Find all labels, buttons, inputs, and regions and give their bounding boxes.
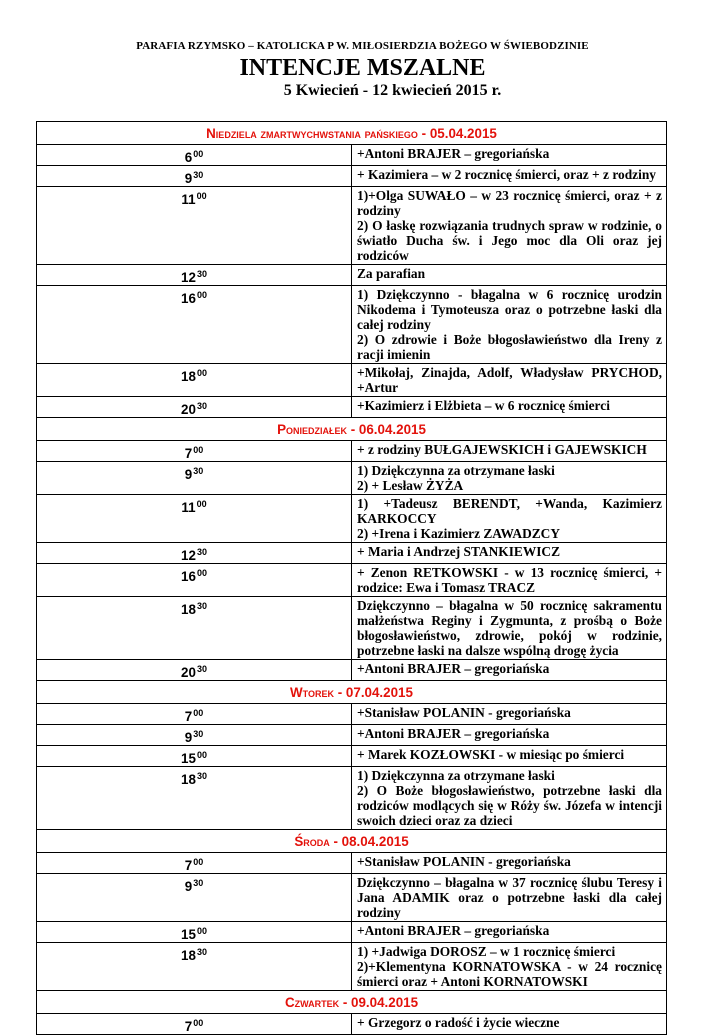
day-header-row (37, 991, 667, 1014)
day-separator: - (334, 685, 346, 700)
day-date: 07.04.2015 (345, 685, 413, 700)
mass-row (37, 441, 667, 462)
day-header (37, 681, 667, 704)
document-title: INTENCJE MSZALNE (239, 55, 486, 81)
mass-intention (352, 495, 667, 543)
mass-time (37, 564, 352, 597)
mass-minutes: 00 (193, 149, 204, 159)
intention-line: 2) +Irena i Kazimierz ZAWADZCY (357, 526, 561, 541)
mass-time (37, 495, 352, 543)
mass-hour: 12 (181, 548, 196, 563)
mass-minutes: 00 (196, 568, 207, 578)
intention-line: 1) Dziękczynno - błagalna w 6 rocznicę urodzin Nikodema i Tymoteusza oraz o potrzebne łaski dla całej rodziny (357, 287, 662, 332)
mass-row (37, 286, 667, 364)
mass-row (37, 767, 667, 830)
day-header-row (37, 418, 667, 441)
day-header (37, 122, 667, 145)
mass-hour: 11 (181, 192, 196, 207)
mass-time (37, 265, 352, 286)
mass-time (37, 364, 352, 397)
mass-hour: 9 (184, 730, 193, 745)
intention-line: 1)+Olga SUWAŁO – w 23 rocznicę śmierci, oraz + z rodziny (357, 188, 662, 218)
mass-row (37, 166, 667, 187)
intention-line: 2) O łaskę rozwiązania trudnych spraw w rodzinie, o światło Ducha św. i Jego moc dla Oli oraz jej rodziców (357, 218, 662, 263)
mass-row (37, 597, 667, 660)
day-header-row (37, 122, 667, 145)
day-name: Wtorek (290, 685, 335, 700)
mass-minutes: 30 (196, 771, 207, 781)
mass-hour: 7 (184, 858, 193, 873)
date-range: 5 Kwiecień - 12 kwiecień 2015 r. (283, 82, 502, 99)
intention-line: 2) O zdrowie i Boże błogosławieństwo dla Ireny z racji imienin (357, 332, 662, 362)
mass-minutes: 30 (193, 878, 204, 888)
mass-hour: 20 (181, 665, 196, 680)
mass-minutes: 00 (196, 191, 207, 201)
day-name: Poniedziałek (277, 422, 347, 437)
mass-minutes: 30 (196, 269, 207, 279)
mass-row (37, 922, 667, 943)
mass-minutes: 30 (196, 401, 207, 411)
day-date: 06.04.2015 (358, 422, 426, 437)
intention-line: 2) O Boże błogosławieństwo, potrzebne łaski dla rodziców modlących się w Róży św. Józefa w intencji swoich dzieci oraz za dzieci (357, 783, 662, 828)
mass-hour: 16 (181, 291, 196, 306)
mass-minutes: 00 (196, 368, 207, 378)
mass-hour: 7 (184, 446, 193, 461)
mass-intention: +Stanisław POLANIN - gregoriańska (352, 853, 667, 874)
mass-intention: + Zenon RETKOWSKI - w 13 rocznicę śmierci, + rodzice: Ewa i Tomasz TRACZ (352, 564, 667, 597)
mass-time (37, 187, 352, 265)
mass-hour: 18 (181, 369, 196, 384)
mass-time (37, 543, 352, 564)
mass-intention: + z rodziny BUŁGAJEWSKICH i GAJEWSKICH (352, 441, 667, 462)
day-name: Czwartek (284, 995, 340, 1010)
mass-intention: + Kazimiera – w 2 rocznicę śmierci, oraz + z rodziny (352, 166, 667, 187)
mass-time (37, 725, 352, 746)
mass-row (37, 746, 667, 767)
day-separator: - (417, 126, 430, 141)
mass-minutes: 30 (196, 547, 207, 557)
mass-row (37, 187, 667, 265)
mass-minutes: 00 (193, 857, 204, 867)
mass-time (37, 166, 352, 187)
mass-minutes: 00 (196, 499, 207, 509)
mass-hour: 18 (181, 602, 196, 617)
mass-intention (352, 462, 667, 495)
day-name: Środa (294, 834, 330, 849)
intention-line: 1) +Jadwiga DOROSZ – w 1 rocznicę śmierci (357, 944, 616, 959)
day-separator: - (339, 995, 352, 1010)
day-header-row (37, 830, 667, 853)
mass-minutes: 00 (196, 750, 207, 760)
mass-time (37, 462, 352, 495)
mass-minutes: 30 (196, 601, 207, 611)
mass-row (37, 943, 667, 991)
mass-minutes: 00 (193, 445, 204, 455)
mass-hour: 9 (184, 467, 193, 482)
mass-minutes: 00 (196, 290, 207, 300)
day-date: 05.04.2015 (429, 126, 497, 141)
mass-hour: 9 (184, 171, 193, 186)
day-header (37, 830, 667, 853)
intention-line: 2)+Klementyna KORNATOWSKA - w 24 rocznicę śmierci oraz + Antoni KORNATOWSKI (357, 959, 662, 989)
mass-row (37, 660, 667, 681)
mass-intention: +Mikołaj, Zinajda, Adolf, Władysław PRYCHOD, +Artur (352, 364, 667, 397)
mass-row (37, 704, 667, 725)
mass-row (37, 495, 667, 543)
mass-time (37, 853, 352, 874)
mass-hour: 7 (184, 1019, 193, 1034)
intention-line: 1) Dziękczynna za otrzymane łaski (357, 768, 555, 783)
mass-time (37, 943, 352, 991)
day-separator: - (329, 834, 342, 849)
mass-time (37, 767, 352, 830)
mass-hour: 6 (184, 150, 193, 165)
mass-intention: + Maria i Andrzej STANKIEWICZ (352, 543, 667, 564)
mass-hour: 16 (181, 569, 196, 584)
mass-minutes: 30 (193, 466, 204, 476)
intention-line: 2) + Lesław ŻYŻA (357, 478, 464, 493)
intention-line: 1) +Tadeusz BERENDT, +Wanda, Kazimierz KARKOCCY (357, 496, 662, 526)
mass-intention: + Marek KOZŁOWSKI - w miesiąc po śmierci (352, 746, 667, 767)
day-name: Niedziela zmartwychwstania pańskiego (206, 126, 418, 141)
parish-name: PARAFIA RZYMSKO – KATOLICKA P W. MIŁOSIERDZIA BOŻEGO W ŚWIEBODZINIE (136, 40, 589, 52)
mass-time (37, 145, 352, 166)
mass-row (37, 265, 667, 286)
mass-hour: 12 (181, 270, 196, 285)
mass-row (37, 874, 667, 922)
mass-time (37, 660, 352, 681)
mass-minutes: 30 (193, 729, 204, 739)
mass-row (37, 397, 667, 418)
mass-hour: 18 (181, 948, 196, 963)
mass-time (37, 746, 352, 767)
mass-intention (352, 767, 667, 830)
mass-time (37, 874, 352, 922)
mass-hour: 9 (184, 879, 193, 894)
mass-intention: + Grzegorz o radość i życie wieczne (352, 1014, 667, 1035)
mass-intention: +Stanisław POLANIN - gregoriańska (352, 704, 667, 725)
mass-row (37, 564, 667, 597)
intention-line: 1) Dziękczynna za otrzymane łaski (357, 463, 555, 478)
mass-minutes: 30 (193, 170, 204, 180)
mass-time (37, 1014, 352, 1035)
mass-minutes: 00 (193, 1018, 204, 1028)
day-header-row (37, 681, 667, 704)
mass-row (37, 543, 667, 564)
mass-intention: +Antoni BRAJER – gregoriańska (352, 922, 667, 943)
day-date: 08.04.2015 (341, 834, 409, 849)
mass-time (37, 397, 352, 418)
mass-intention (352, 286, 667, 364)
mass-time (37, 286, 352, 364)
mass-hour: 18 (181, 772, 196, 787)
mass-intentions-table (36, 121, 667, 1035)
mass-row (37, 1014, 667, 1035)
mass-intention: +Antoni BRAJER – gregoriańska (352, 660, 667, 681)
mass-intention: Za parafian (352, 265, 667, 286)
mass-intention: +Antoni BRAJER – gregoriańska (352, 725, 667, 746)
mass-time (37, 922, 352, 943)
day-date: 09.04.2015 (351, 995, 419, 1010)
mass-hour: 15 (181, 927, 196, 942)
mass-row (37, 462, 667, 495)
mass-time (37, 597, 352, 660)
day-header (37, 418, 667, 441)
mass-hour: 20 (181, 402, 196, 417)
mass-row (37, 364, 667, 397)
mass-time (37, 441, 352, 462)
mass-row (37, 725, 667, 746)
mass-minutes: 00 (193, 708, 204, 718)
mass-intention (352, 943, 667, 991)
mass-intention (352, 187, 667, 265)
day-separator: - (347, 422, 359, 437)
mass-minutes: 30 (196, 664, 207, 674)
mass-minutes: 00 (196, 926, 207, 936)
mass-hour: 11 (181, 500, 196, 515)
mass-minutes: 30 (196, 947, 207, 957)
mass-time (37, 704, 352, 725)
mass-intention: +Kazimierz i Elżbieta – w 6 rocznicę śmierci (352, 397, 667, 418)
mass-hour: 15 (181, 751, 196, 766)
mass-intention: +Antoni BRAJER – gregoriańska (352, 145, 667, 166)
mass-hour: 7 (184, 709, 193, 724)
day-header (37, 991, 667, 1014)
mass-intention: Dziękczynno – błagalna w 50 rocznicę sakramentu małżeństwa Reginy i Zygmunta, z prośbą o Boże błogosławieństwo, zdrowie, pokój w rodzinie, potrzebne łaski na dalsze wspólną drogę życia (352, 597, 667, 660)
mass-row (37, 853, 667, 874)
mass-intention: Dziękczynno – błagalna w 37 rocznicę ślubu Teresy i Jana ADAMIK oraz o potrzebne łaski dla całej rodziny (352, 874, 667, 922)
mass-row (37, 145, 667, 166)
